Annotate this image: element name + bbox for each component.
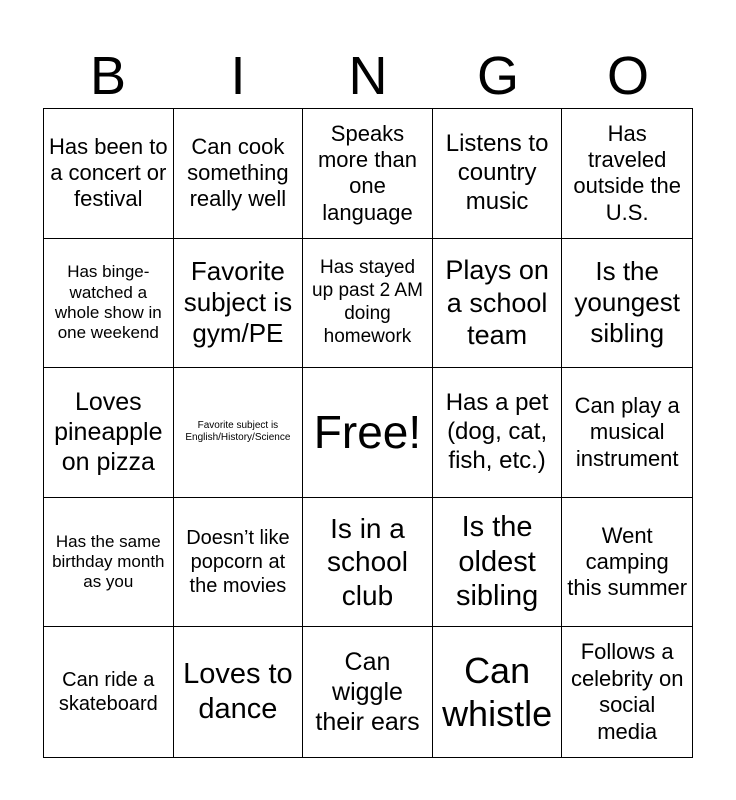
bingo-cell-label: Has a pet (dog, cat, fish, etc.) — [445, 389, 549, 474]
bingo-cell-label: Has been to a concert or festival — [48, 133, 168, 212]
bingo-cell-label: Can cook something really well — [187, 133, 289, 212]
bingo-cell-i1[interactable] — [174, 109, 304, 239]
bingo-cell-label: Favorite subject is gym/PE — [183, 256, 293, 349]
bingo-board — [43, 108, 693, 758]
bingo-cell-label: Can whistle — [442, 650, 553, 735]
bingo-cell-n5[interactable] — [303, 627, 433, 757]
bingo-cell-n1[interactable] — [303, 109, 433, 239]
bingo-cell-o1[interactable] — [562, 109, 692, 239]
bingo-cell-i5[interactable] — [174, 627, 304, 757]
bingo-cell-g1[interactable] — [433, 109, 563, 239]
bingo-cell-label: Can wiggle their ears — [315, 648, 420, 737]
bingo-cell-label: Can play a musical instrument — [574, 392, 680, 471]
bingo-cell-label: Doesn’t like popcorn at the movies — [186, 527, 290, 598]
header-letter-i: I — [230, 46, 246, 106]
bingo-cell-label: Listens to country music — [445, 130, 549, 215]
header-letter-b: B — [89, 46, 127, 106]
bingo-cell-label: Is the youngest sibling — [574, 256, 680, 349]
bingo-cell-label: Plays on a school team — [445, 255, 549, 351]
bingo-cell-label: Has traveled outside the U.S. — [573, 120, 682, 225]
bingo-cell-n4[interactable] — [303, 498, 433, 628]
header-letter-n: N — [348, 46, 388, 106]
bingo-cell-o2[interactable] — [562, 239, 692, 369]
bingo-cell-o4[interactable] — [562, 498, 692, 628]
bingo-header — [43, 40, 693, 108]
bingo-cell-i4[interactable] — [174, 498, 304, 628]
bingo-cell-o3[interactable] — [562, 368, 692, 498]
bingo-cell-b1[interactable] — [44, 109, 174, 239]
bingo-cell-g5[interactable] — [433, 627, 563, 757]
bingo-cell-label: Follows a celebrity on social media — [570, 639, 684, 744]
bingo-cell-g2[interactable] — [433, 239, 563, 369]
free-space-cell[interactable] — [303, 368, 433, 498]
bingo-cell-label: Has stayed up past 2 AM doing homework — [312, 257, 423, 347]
bingo-cell-b2[interactable] — [44, 239, 174, 369]
bingo-cell-label: Is the oldest sibling — [455, 510, 539, 613]
bingo-cell-g4[interactable] — [433, 498, 563, 628]
bingo-cell-b5[interactable] — [44, 627, 174, 757]
bingo-cell-label: Has the same birthday month as you — [52, 531, 165, 592]
bingo-cell-label: Loves pineapple on pizza — [54, 388, 163, 477]
bingo-cell-i2[interactable] — [174, 239, 304, 369]
header-letter-g: G — [476, 46, 519, 106]
bingo-cell-label: Is in a school club — [327, 512, 408, 611]
bingo-cell-o5[interactable] — [562, 627, 692, 757]
bingo-cell-label: Can ride a skateboard — [58, 669, 158, 716]
bingo-cell-label: Has binge-watched a whole show in one weekend — [54, 262, 162, 343]
bingo-cell-n2[interactable] — [303, 239, 433, 369]
header-letter-o: O — [606, 46, 649, 106]
bingo-cell-label: Speaks more than one language — [317, 120, 418, 225]
bingo-cell-b3[interactable] — [44, 368, 174, 498]
bingo-cell-label: Went camping this summer — [567, 522, 688, 601]
bingo-cell-label: Favorite subject is English/History/Science — [185, 420, 291, 444]
bingo-cell-label: Free! — [313, 405, 422, 458]
bingo-cell-g3[interactable] — [433, 368, 563, 498]
bingo-cell-b4[interactable] — [44, 498, 174, 628]
bingo-cell-i3[interactable] — [174, 368, 304, 498]
bingo-cell-label: Loves to dance — [183, 658, 293, 726]
